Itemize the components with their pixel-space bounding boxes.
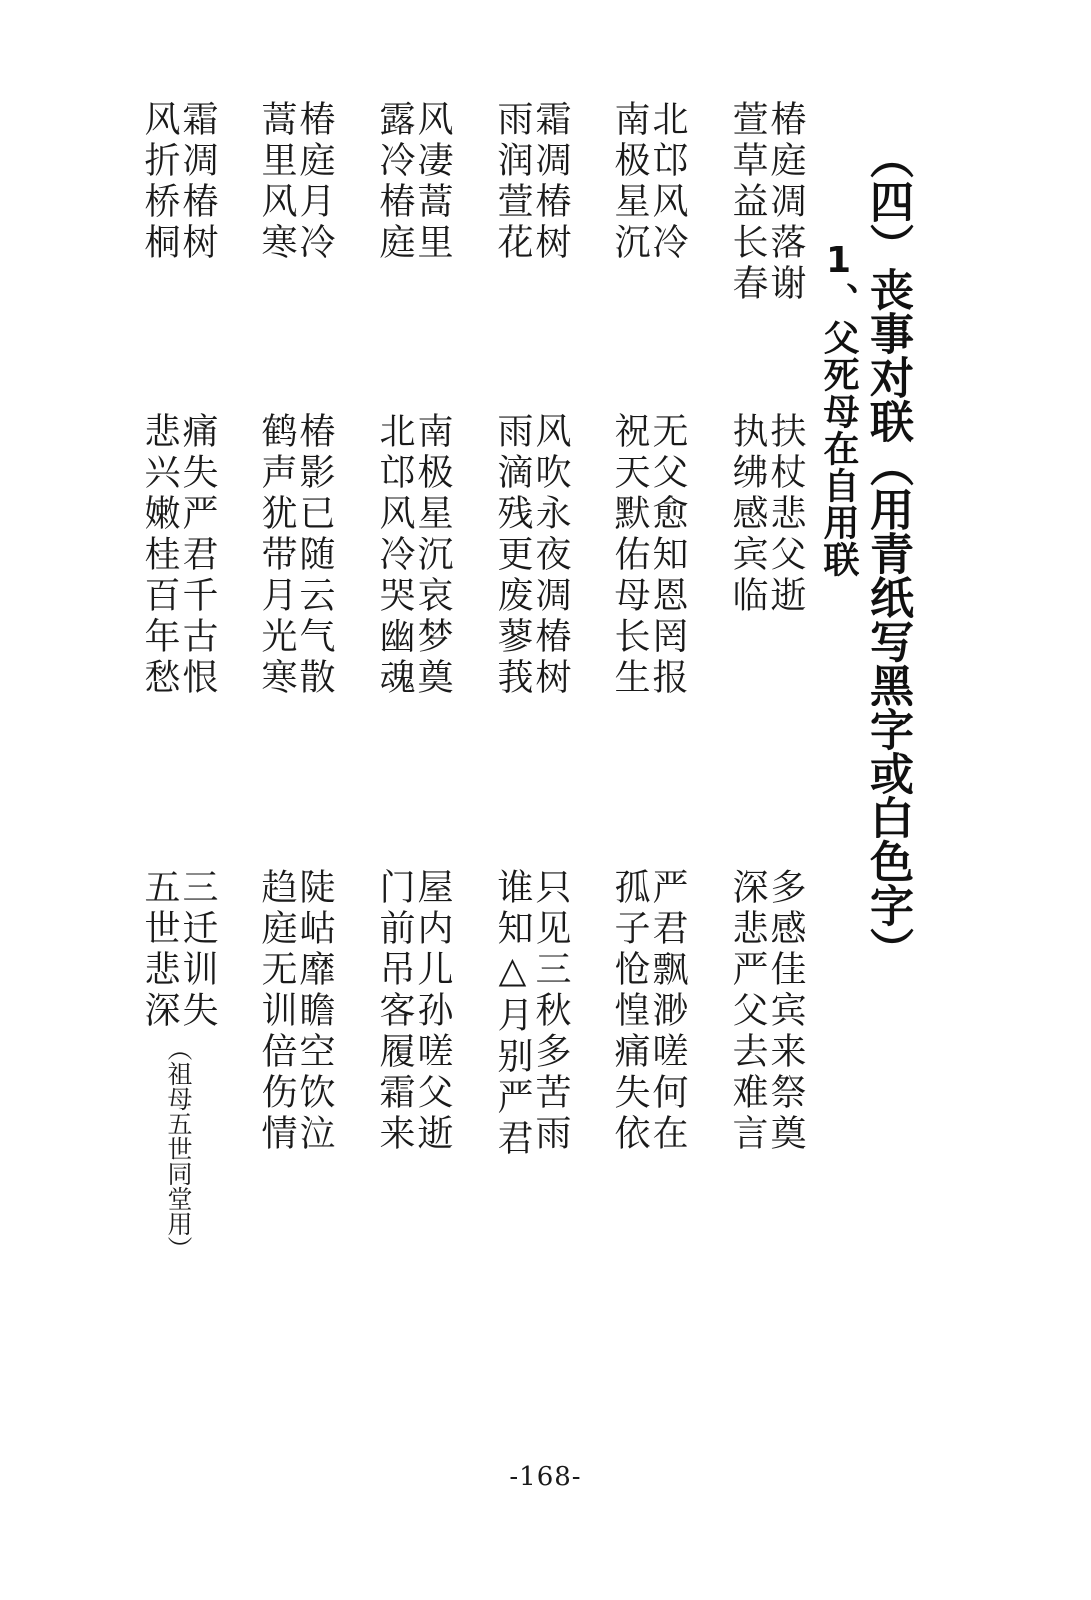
couplet-line: 痛失严君千古恨: [177, 412, 218, 699]
couplet-line: 执绋感宾临: [727, 412, 768, 617]
couplet-line: 北邙风冷: [647, 100, 688, 264]
couplet-line: 北邙风冷哭幽魂: [374, 412, 415, 699]
couplet-line: 扶杖悲父逝: [765, 412, 806, 617]
couplet-line: 悲兴嫩桂百年愁: [139, 412, 180, 699]
couplet-line: 萱草益长春: [727, 100, 768, 305]
couplet-line: 鹤声犹带月光寒: [256, 412, 297, 699]
couplet-line: 霜凋椿树: [177, 100, 218, 264]
couplet-line: 雨润萱花: [492, 100, 533, 264]
couplet-line: 风凄蒿里: [412, 100, 453, 264]
couplet-line: 椿庭凋落谢: [765, 100, 806, 305]
couplet-line: 南极星沉哀梦奠: [412, 412, 453, 699]
couplet-line: 五世悲深: [139, 868, 180, 1032]
couplet-line: 深悲严父去难言: [727, 868, 768, 1155]
couplet-line: 椿庭月冷: [294, 100, 335, 264]
couplet-line: 趋庭无训倍伤情: [256, 868, 297, 1155]
couplet-line: 椿影已随云气散: [294, 412, 335, 699]
couplet-line: 三迁训失: [177, 868, 218, 1032]
couplet-line: 谁知△月别严君: [492, 868, 533, 1160]
couplet-note: （祖母五世同堂用）: [164, 1036, 193, 1261]
couplet-line: 蒿里风寒: [256, 100, 297, 264]
couplet-line: 门前吊客履霜来: [374, 868, 415, 1155]
couplet-line: 只见三秋多苦雨: [530, 868, 571, 1155]
couplet-line: 无父愈知恩罔报: [647, 412, 688, 699]
couplet-line: 屋内儿孙嗟父逝: [412, 868, 453, 1155]
couplet-line: 多感佳宾来祭奠: [765, 868, 806, 1155]
couplet-line: 风折桥桐: [139, 100, 180, 264]
subheading: 1、父死母在自用联: [818, 240, 859, 578]
couplet-line: 孤子怆惶痛失依: [609, 868, 650, 1155]
couplet-line: 祝天默佑母长生: [609, 412, 650, 699]
couplet-line: 严君飘渺嗟何在: [647, 868, 688, 1155]
couplet-line: 雨滴残更废蓼莪: [492, 412, 533, 699]
couplet-line: 南极星沉: [609, 100, 650, 264]
page-number: -168-: [509, 1462, 582, 1492]
couplet-line: 风吹永夜凋椿树: [530, 412, 571, 699]
section-heading: （四）丧事对联（用青纸写黑字或白色字）: [862, 135, 913, 971]
couplet-line: 霜凋椿树: [530, 100, 571, 264]
couplet-line: 露冷椿庭: [374, 100, 415, 264]
couplet-line: 陡岵靡瞻空饮泣: [294, 868, 335, 1155]
